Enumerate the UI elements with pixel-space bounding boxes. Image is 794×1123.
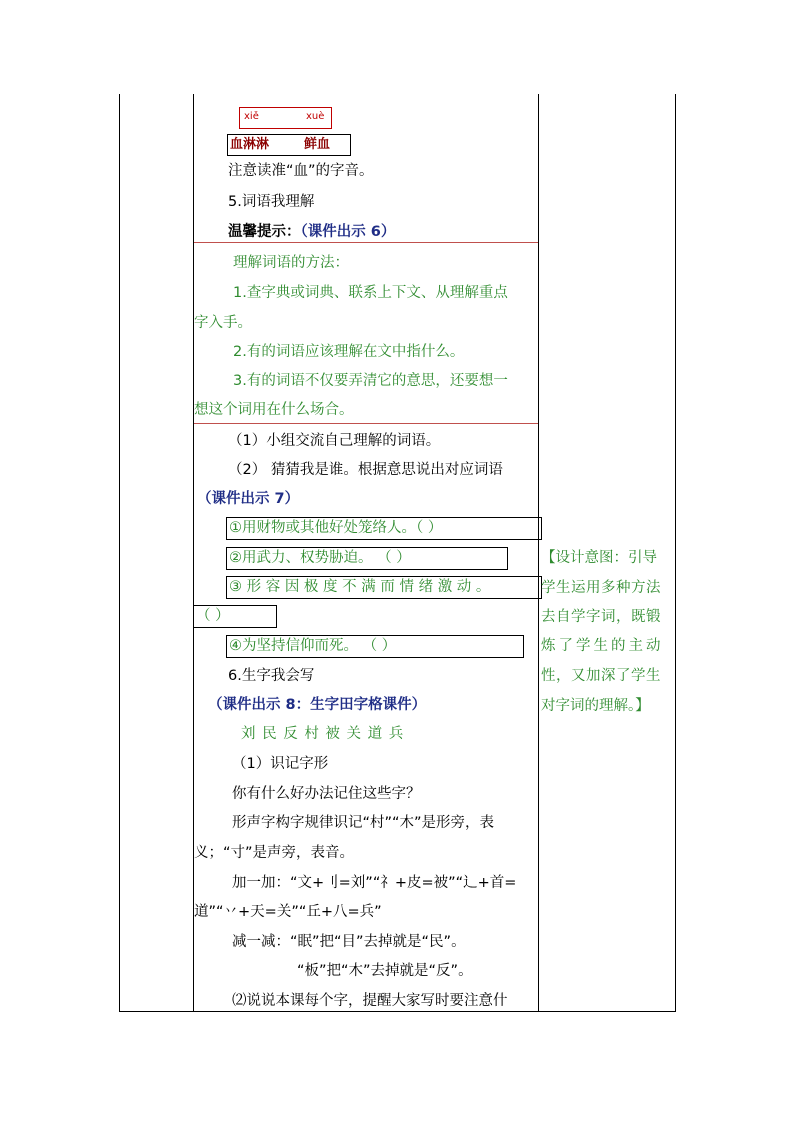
pinyin-xie: xiě — [244, 111, 259, 122]
design-line-1: 【设计意图：引导 — [541, 550, 657, 566]
new-characters: 刘 民 反 村 被 关 道 兵 — [241, 726, 405, 742]
word-xianxue: 鲜血 — [304, 137, 331, 152]
courseware-8: （课件出示 8：生字田字格课件） — [208, 697, 427, 713]
question-method: 你有什么好办法记住这些字？ — [232, 786, 421, 802]
jia-line-2: 道”“丷+天=关”“丘+八=兵” — [194, 904, 382, 920]
method-3a: 3.有的词语不仅要弄清它的意思，还要想一 — [233, 373, 508, 389]
remind-line: ⑵说说本课每个字，提醒大家写时要注意什 — [232, 993, 508, 1009]
tip-line — [228, 222, 395, 242]
question-4-box: ④为坚持信仰而死。 （ ） — [226, 635, 524, 658]
method-1a: 1.查字典或词典、联系上下文、从理解重点 — [233, 285, 508, 301]
table-border-bottom — [119, 1011, 675, 1012]
table-border-right — [675, 94, 676, 1012]
pinyin-box — [239, 107, 332, 129]
method-2: 2.有的词语应该理解在文中指什么。 — [233, 344, 465, 360]
table-border-col2 — [538, 94, 539, 1012]
question-1-box: ①用财物或其他好处笼络人。（ ） — [226, 517, 542, 540]
method-3b: 想这个词用在什么场合。 — [194, 402, 354, 418]
section-5-title: 5.词语我理解 — [228, 194, 315, 210]
table-border-col1 — [193, 94, 194, 1012]
question-3-answer-box: （ ） — [193, 605, 277, 628]
group-line-2: （2） 猜猜我是谁。根据意思说出对应词语 — [228, 462, 503, 478]
design-line-4: 炼了学生的主动 — [541, 638, 664, 654]
xingsheng-line-2: 义；“寸”是声旁，表音。 — [194, 845, 355, 861]
design-line-5: 性，又加深了学生 — [541, 668, 661, 684]
courseware-6: （课件出示 6） — [300, 224, 396, 240]
design-line-2: 学生运用多种方法 — [541, 580, 661, 596]
method-1b: 字入手。 — [194, 315, 252, 331]
xingsheng-line-1: 形声字构字规律识记“村”“木”是形旁，表 — [232, 815, 495, 831]
section-6-title: 6.生字我会写 — [228, 668, 315, 684]
pinyin-xue: xuè — [306, 111, 325, 122]
design-line-3: 去自学字词，既锻 — [541, 609, 661, 625]
question-3-box: ③ 形 容 因 极 度 不 满 而 情 绪 激 动 。 — [226, 576, 542, 599]
tip-label: 温馨提示： — [228, 224, 301, 240]
table-border-left — [119, 94, 120, 1012]
design-line-6: 对字词的理解。】 — [541, 698, 650, 714]
group-line-1: （1）小组交流自己理解的词语。 — [228, 433, 441, 449]
question-2-box: ②用武力、权势胁迫。 （ ） — [226, 547, 508, 570]
word-box — [227, 134, 351, 156]
jia-line-1: 加一加：“文+刂=刘”“礻+皮=被”“辶+首= — [232, 875, 517, 891]
jian-line-1: 减一减：“眠”把“目”去掉就是“民”。 — [232, 934, 466, 950]
word-xuelinlin: 血淋淋 — [230, 137, 270, 152]
jian-line-2: “板”把“木”去掉就是“反”。 — [297, 963, 473, 979]
method-title: 理解词语的方法： — [233, 255, 349, 271]
note-line: 注意读准“血”的字音。 — [228, 163, 374, 179]
recall-shape-title: （1）识记字形 — [232, 756, 329, 772]
courseware-7: （课件出示 7） — [197, 491, 300, 507]
